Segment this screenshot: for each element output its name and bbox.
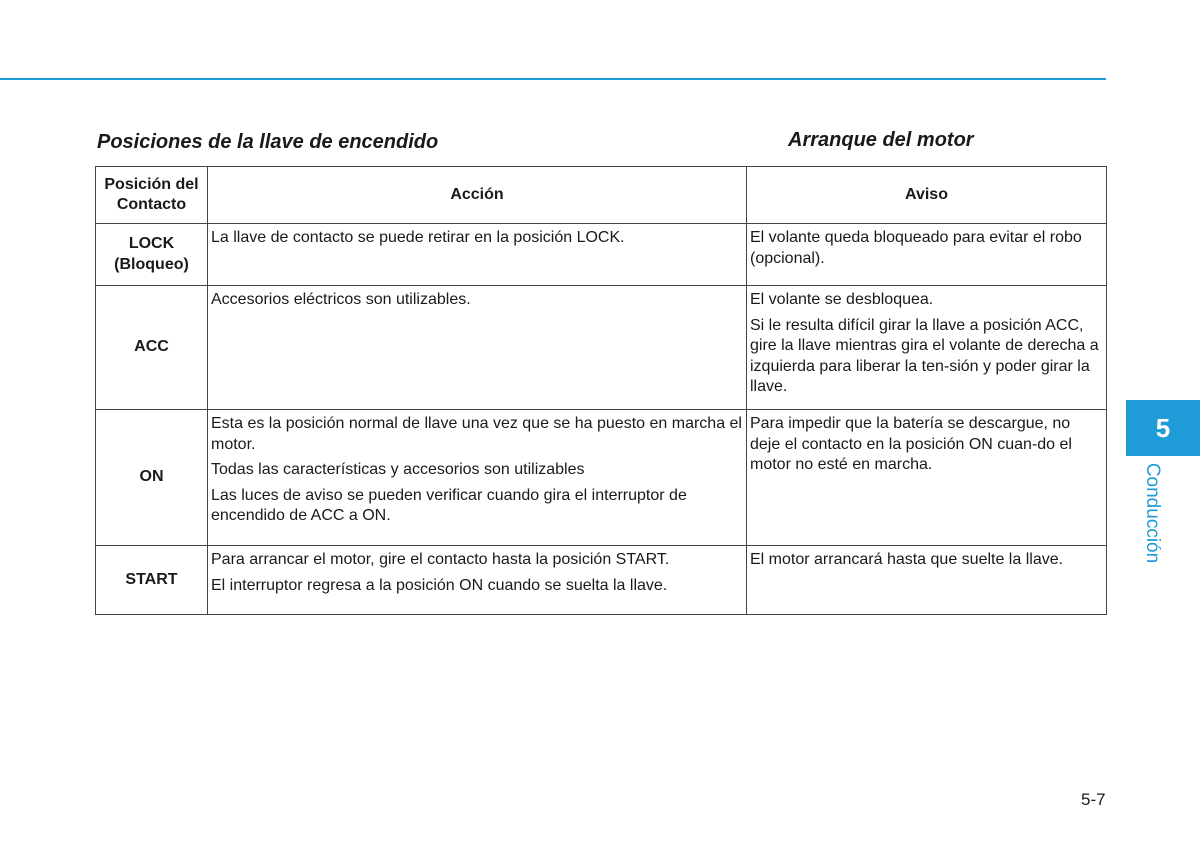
warning-text: El volante se desbloquea. [750,291,934,308]
action-text: El interruptor regresa a la posición ON cuando se suelta la llave. [211,576,668,594]
position-cell: ON [96,410,208,546]
warning-cell [747,410,1107,546]
position-cell: LOCK (Bloqueo) [96,224,208,286]
position-cell: START [96,546,208,615]
warning-cell [747,286,1107,410]
warning-text: El volante queda bloqueado para evitar el robo (opcional). [750,229,1082,267]
warning-cell [747,224,1107,286]
header-position: Posición del Contacto [96,167,208,224]
table-row [96,410,1107,546]
page-number: 5-7 [1081,790,1106,809]
position-cell: ACC [96,286,208,410]
warning-cell [747,546,1107,615]
warning-text: Para impedir que la batería se descargue, no deje el contacto en la posición ON cuan-do el motor no esté en marcha. [750,415,1072,473]
action-cell [208,286,747,410]
table-header-row [96,167,1107,224]
action-text: Para arrancar el motor, gire el contacto hasta la posición START. [211,551,670,568]
action-cell [208,224,747,286]
action-text: Las luces de aviso se pueden verificar cuando gira el interruptor de encendido de ACC a ON. [211,486,687,524]
action-cell [208,410,747,546]
table-row [96,224,1107,286]
warning-text: El motor arrancará hasta que suelte la llave. [750,551,1064,568]
table-row [96,546,1107,615]
section-heading-key-positions: Posiciones de la llave de encendido [97,131,439,153]
action-text: Todas las características y accesorios son utilizables [211,461,585,478]
action-text: La llave de contacto se puede retirar en la posición LOCK. [211,229,625,246]
chapter-number-tab: 5 [1126,400,1200,456]
ignition-positions-table [95,166,1107,615]
action-text: Accesorios eléctricos son utilizables. [211,291,471,308]
chapter-label: Conducción [1142,462,1163,564]
section-heading-engine-start: Arranque del motor [788,129,974,151]
top-divider [0,78,1106,80]
warning-text: Si le resulta difícil girar la llave a posición ACC, gire la llave mientras gira el volante de derecha a izquierda para liberar la ten-sión y poder girar la llave. [750,316,1099,395]
header-warning: Aviso [747,167,1107,224]
action-cell [208,546,747,615]
table-row [96,286,1107,410]
action-text: Esta es la posición normal de llave una vez que se ha puesto en marcha el motor. [211,415,742,453]
header-action: Acción [208,167,747,224]
